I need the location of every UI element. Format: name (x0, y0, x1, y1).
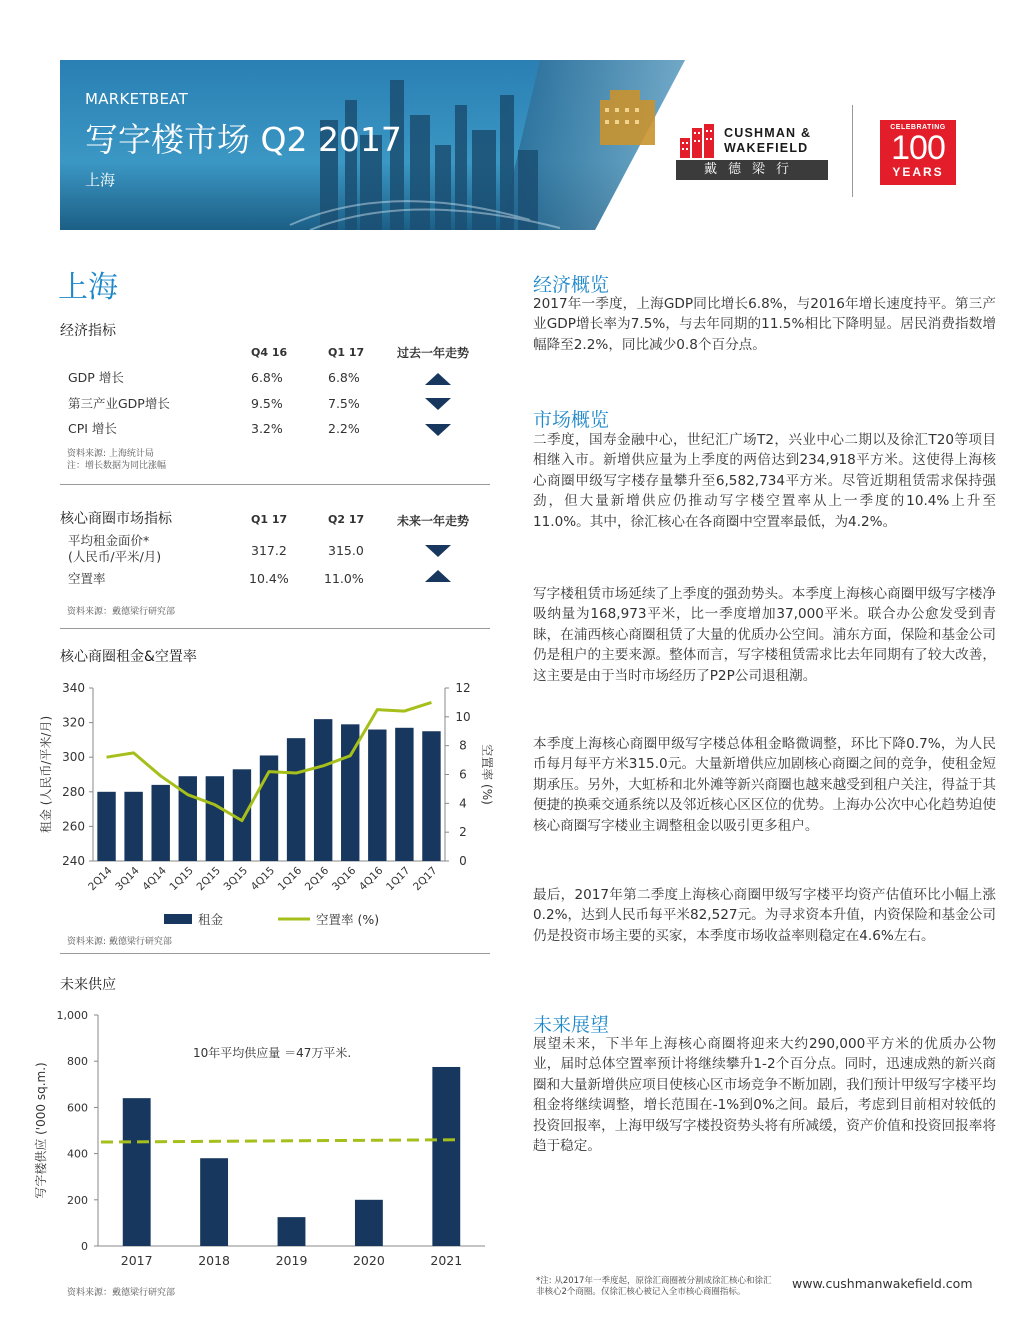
y-axis-title: 租金 (人民币/平米/月) (39, 715, 53, 834)
x-tick-label: 2018 (198, 1253, 231, 1268)
market-row-value: 10.4% (249, 571, 289, 586)
econ-row-value: 2.2% (328, 421, 360, 436)
econ-row-value: 6.8% (328, 370, 360, 385)
banner-city: 上海 (85, 171, 116, 189)
econ-row-value: 6.8% (251, 370, 283, 385)
econ-row-label: GDP 增长 (68, 370, 124, 385)
econ-row-value: 7.5% (328, 396, 360, 411)
chart1-source-note: 资料来源: 戴德梁行研究部 (67, 937, 172, 947)
economy-overview-heading: 经济概览 (533, 274, 610, 296)
cushman-wakefield-logo (676, 124, 832, 180)
rent-vacancy-chart-title: 核心商圈租金&空置率 (60, 649, 197, 665)
y2-tick-label: 10 (455, 709, 471, 724)
market-overview-paragraph: 二季度，国寿金融中心，世纪汇广场T2，兴业中心二期以及徐汇T20等项目相继入市。新增供应量为上季度的两倍达到234,918平方米。这使得上海核心商圈甲级写字楼存量攀升至6,582,734平方米。尽管近期租赁需求保持强劲，但大量新增供应仍推动写字楼空置率从上一季度的10.4%上升至11.0%。其中，徐汇核心在各商圈中空置率最低，为4.2%。 (533, 432, 996, 530)
down-arrow-icon (425, 424, 451, 436)
centennial-top: CELEBRATING (890, 124, 946, 131)
econ-col-q117: Q1 17 (328, 346, 365, 359)
legend-rent-label: 租金 (198, 912, 224, 927)
rent-bar (368, 730, 386, 861)
supply-bar (278, 1217, 306, 1246)
average-supply-reference-line (101, 1140, 455, 1142)
market-row-sublabel: (人民币/平米/月) (68, 549, 162, 564)
y-tick-label: 280 (62, 784, 85, 799)
econ-col-trend: 过去一年走势 (397, 346, 470, 360)
y-tick-label: 320 (62, 715, 85, 730)
section-divider (60, 484, 490, 485)
y-tick-label: 240 (62, 854, 85, 868)
market-source-note: 资料来源：戴德梁行研究部 (67, 607, 176, 617)
y-tick-label: 200 (67, 1193, 88, 1207)
x-tick-label: 2Q15 (194, 864, 223, 894)
y-tick-label: 260 (62, 819, 85, 834)
rent-paragraph: 本季度上海核心商圈甲级写字楼总体租金略微调整，环比下降0.7%，为人民币每月每平方米315.0元。大量新增供应加剧核心商圈之间的竞争，使租金短期承压。另外，大虹桥和北外滩等新兴商圈也越来越受到租户关注，得益于其便捷的换乘交通系统以及邻近核心区区位的优势。上海办公次中心化趋势迫使核心商圈写字楼业主调整租金以吸引更多租户。 (533, 736, 996, 834)
supply-bar (123, 1098, 151, 1246)
header-divider (852, 105, 853, 197)
centennial-badge (880, 120, 956, 185)
y2-tick-label: 8 (459, 738, 467, 753)
leasing-paragraph: 写字楼租赁市场延续了上季度的强劲势头。本季度上海核心商圈甲级写字楼净吸纳量为168,973平米，比一季度增加37,000平米。联合办公愈发受到青睐，在浦西核心商圈租赁了大量的优质办公空间。浦东方面，保险和基金公司仍是租户的主要来源。整体而言，写字楼租赁需求比去年同期有了较大改善，这主要是由于当时市场经历了P2P公司退租潮。 (533, 586, 996, 684)
supply-bar (432, 1067, 460, 1246)
x-tick-label: 4Q16 (356, 864, 386, 894)
x-tick-label: 3Q15 (221, 864, 251, 894)
y-tick-label: 400 (67, 1147, 88, 1161)
x-tick-label: 2021 (430, 1253, 463, 1268)
x-tick-label: 2019 (275, 1253, 308, 1268)
x-tick-label: 2020 (352, 1253, 385, 1268)
y-tick-label: 1,000 (56, 1009, 88, 1022)
x-tick-label: 1Q15 (167, 864, 196, 894)
x-tick-label: 3Q16 (329, 864, 359, 894)
rent-vacancy-chart (38, 675, 498, 930)
x-tick-label: 4Q15 (248, 864, 278, 894)
rent-bar (422, 731, 440, 861)
market-overview-heading: 市场概览 (533, 409, 610, 431)
outlook-paragraph: 展望未来，下半年上海核心商圈将迎来大约290,000平方米的优质办公物业，届时总体空置率预计将继续攀升1-2个百分点。同时，迅速成熟的新兴商圈和大量新增供应项目使核心区市场竞争不断加剧，我们预计甲级写字楼平均租金将继续调整，增长范围在-1%到0%之间。最后，考虑到目前相对较低的投资回报率，上海甲级写字楼投资势头将有所减缓，资产价值和投资回报率将趋于稳定。 (533, 1036, 996, 1155)
banner-kicker: MARKETBEAT (85, 90, 189, 108)
y2-tick-label: 12 (455, 681, 471, 695)
legend-rent-swatch (164, 914, 192, 924)
econ-row-value: 9.5% (251, 396, 283, 411)
x-tick-label: 2017 (120, 1253, 153, 1268)
rent-bar (314, 719, 332, 861)
supply-bar (355, 1200, 383, 1246)
y-tick-label: 340 (62, 681, 85, 695)
econ-indicators-heading: 经济指标 (60, 323, 116, 339)
market-col-q217: Q2 17 (328, 513, 365, 526)
city-title: 上海 (58, 270, 118, 305)
x-tick-label: 1Q17 (384, 864, 413, 894)
econ-row-label: 第三产业GDP增长 (68, 396, 170, 411)
economy-overview-paragraph: 2017年一季度，上海GDP同比增长6.8%，与2016年增长速度持平。第三产业GDP增长率为7.5%，与去年同期的11.5%相比下降明显。居民消费指数增幅降至2.2%，同比减少0.8个百分点。 (533, 296, 996, 353)
future-supply-chart (30, 1003, 490, 1278)
x-tick-label: 2Q17 (411, 864, 440, 894)
rent-bar (206, 776, 224, 861)
section-divider (60, 628, 490, 629)
centennial-number: 100 (891, 129, 945, 167)
econ-row-value: 3.2% (251, 421, 283, 436)
page-title: 写字楼市场 Q2 2017 (85, 120, 402, 159)
econ-growth-note: 注：增长数据为同比涨幅 (67, 461, 167, 471)
market-indicators-heading: 核心商圈市场指标 (60, 511, 172, 527)
legend-vacancy-label: 空置率 (%) (316, 912, 380, 927)
y2-tick-label: 0 (459, 854, 467, 868)
y2-tick-label: 4 (459, 796, 467, 811)
rent-bar (97, 792, 115, 861)
y-tick-label: 300 (62, 750, 85, 765)
header-banner (60, 60, 685, 230)
y-axis-title: 写字楼供应 ('000 sq.m.) (34, 1062, 48, 1199)
up-arrow-icon (425, 373, 451, 385)
centennial-bottom: YEARS (892, 165, 944, 179)
y2-tick-label: 6 (459, 767, 467, 782)
rent-bar (395, 728, 413, 861)
investment-paragraph: 最后，2017年第二季度上海核心商圈甲级写字楼平均资产估值环比小幅上涨0.2%，达到人民币每平米82,527元。为寻求资本升值，内资保险和基金公司仍是投资市场主要的买家，本季度市场收益率则稳定在4.6%左右。 (533, 887, 996, 944)
y-tick-label: 600 (67, 1101, 88, 1115)
building-logo-icon (680, 124, 720, 158)
rent-bar (287, 738, 305, 861)
market-row-label: 空置率 (68, 571, 106, 586)
supply-bar (200, 1158, 228, 1246)
website-link[interactable]: www.cushmanwakefield.com (792, 1276, 973, 1291)
x-tick-label: 2Q16 (302, 864, 332, 894)
y-tick-label: 800 (67, 1055, 88, 1069)
chart2-source-note: 资料来源：戴德梁行研究部 (67, 1288, 176, 1298)
y-tick-label: 0 (81, 1240, 88, 1253)
x-tick-label: 4Q14 (140, 864, 169, 894)
future-supply-chart-title: 未来供应 (60, 977, 116, 993)
rent-bar (124, 792, 142, 861)
market-row-value: 315.0 (328, 543, 364, 558)
average-supply-annotation: 10年平均供应量 ＝47万平米. (193, 1046, 352, 1060)
x-tick-label: 3Q14 (113, 864, 142, 894)
brand-name-line2: WAKEFIELD (724, 141, 809, 155)
market-col-trend: 未来一年走势 (397, 514, 470, 528)
brand-name-chinese: 戴德梁行 (676, 160, 828, 180)
market-row-label: 平均租金面价* (68, 533, 150, 548)
down-arrow-icon (425, 545, 451, 557)
econ-source-note: 资料来源: 上海统计局 (67, 449, 154, 459)
down-arrow-icon (425, 398, 451, 410)
market-col-q117: Q1 17 (251, 513, 288, 526)
market-row-value: 317.2 (251, 543, 287, 558)
econ-row-label: CPI 增长 (68, 421, 117, 436)
y2-tick-label: 2 (459, 825, 467, 840)
x-tick-label: 1Q16 (275, 864, 305, 894)
up-arrow-icon (425, 570, 451, 582)
x-tick-label: 2Q14 (86, 864, 115, 894)
econ-col-q416: Q4 16 (251, 346, 288, 359)
market-row-value: 11.0% (324, 571, 364, 586)
section-divider (60, 953, 490, 954)
brand-name-line1: CUSHMAN & (724, 126, 812, 140)
y2-axis-title: 空置率 (%) (480, 744, 494, 805)
footnote: *注: 从2017年一季度起，原徐汇商圈被分割成徐汇核心和徐汇非核心2个商圈。仅徐汇核心被记入全市核心商圈指标。 (536, 1276, 772, 1297)
outlook-heading: 未来展望 (533, 1014, 610, 1036)
rent-bar (151, 785, 169, 861)
